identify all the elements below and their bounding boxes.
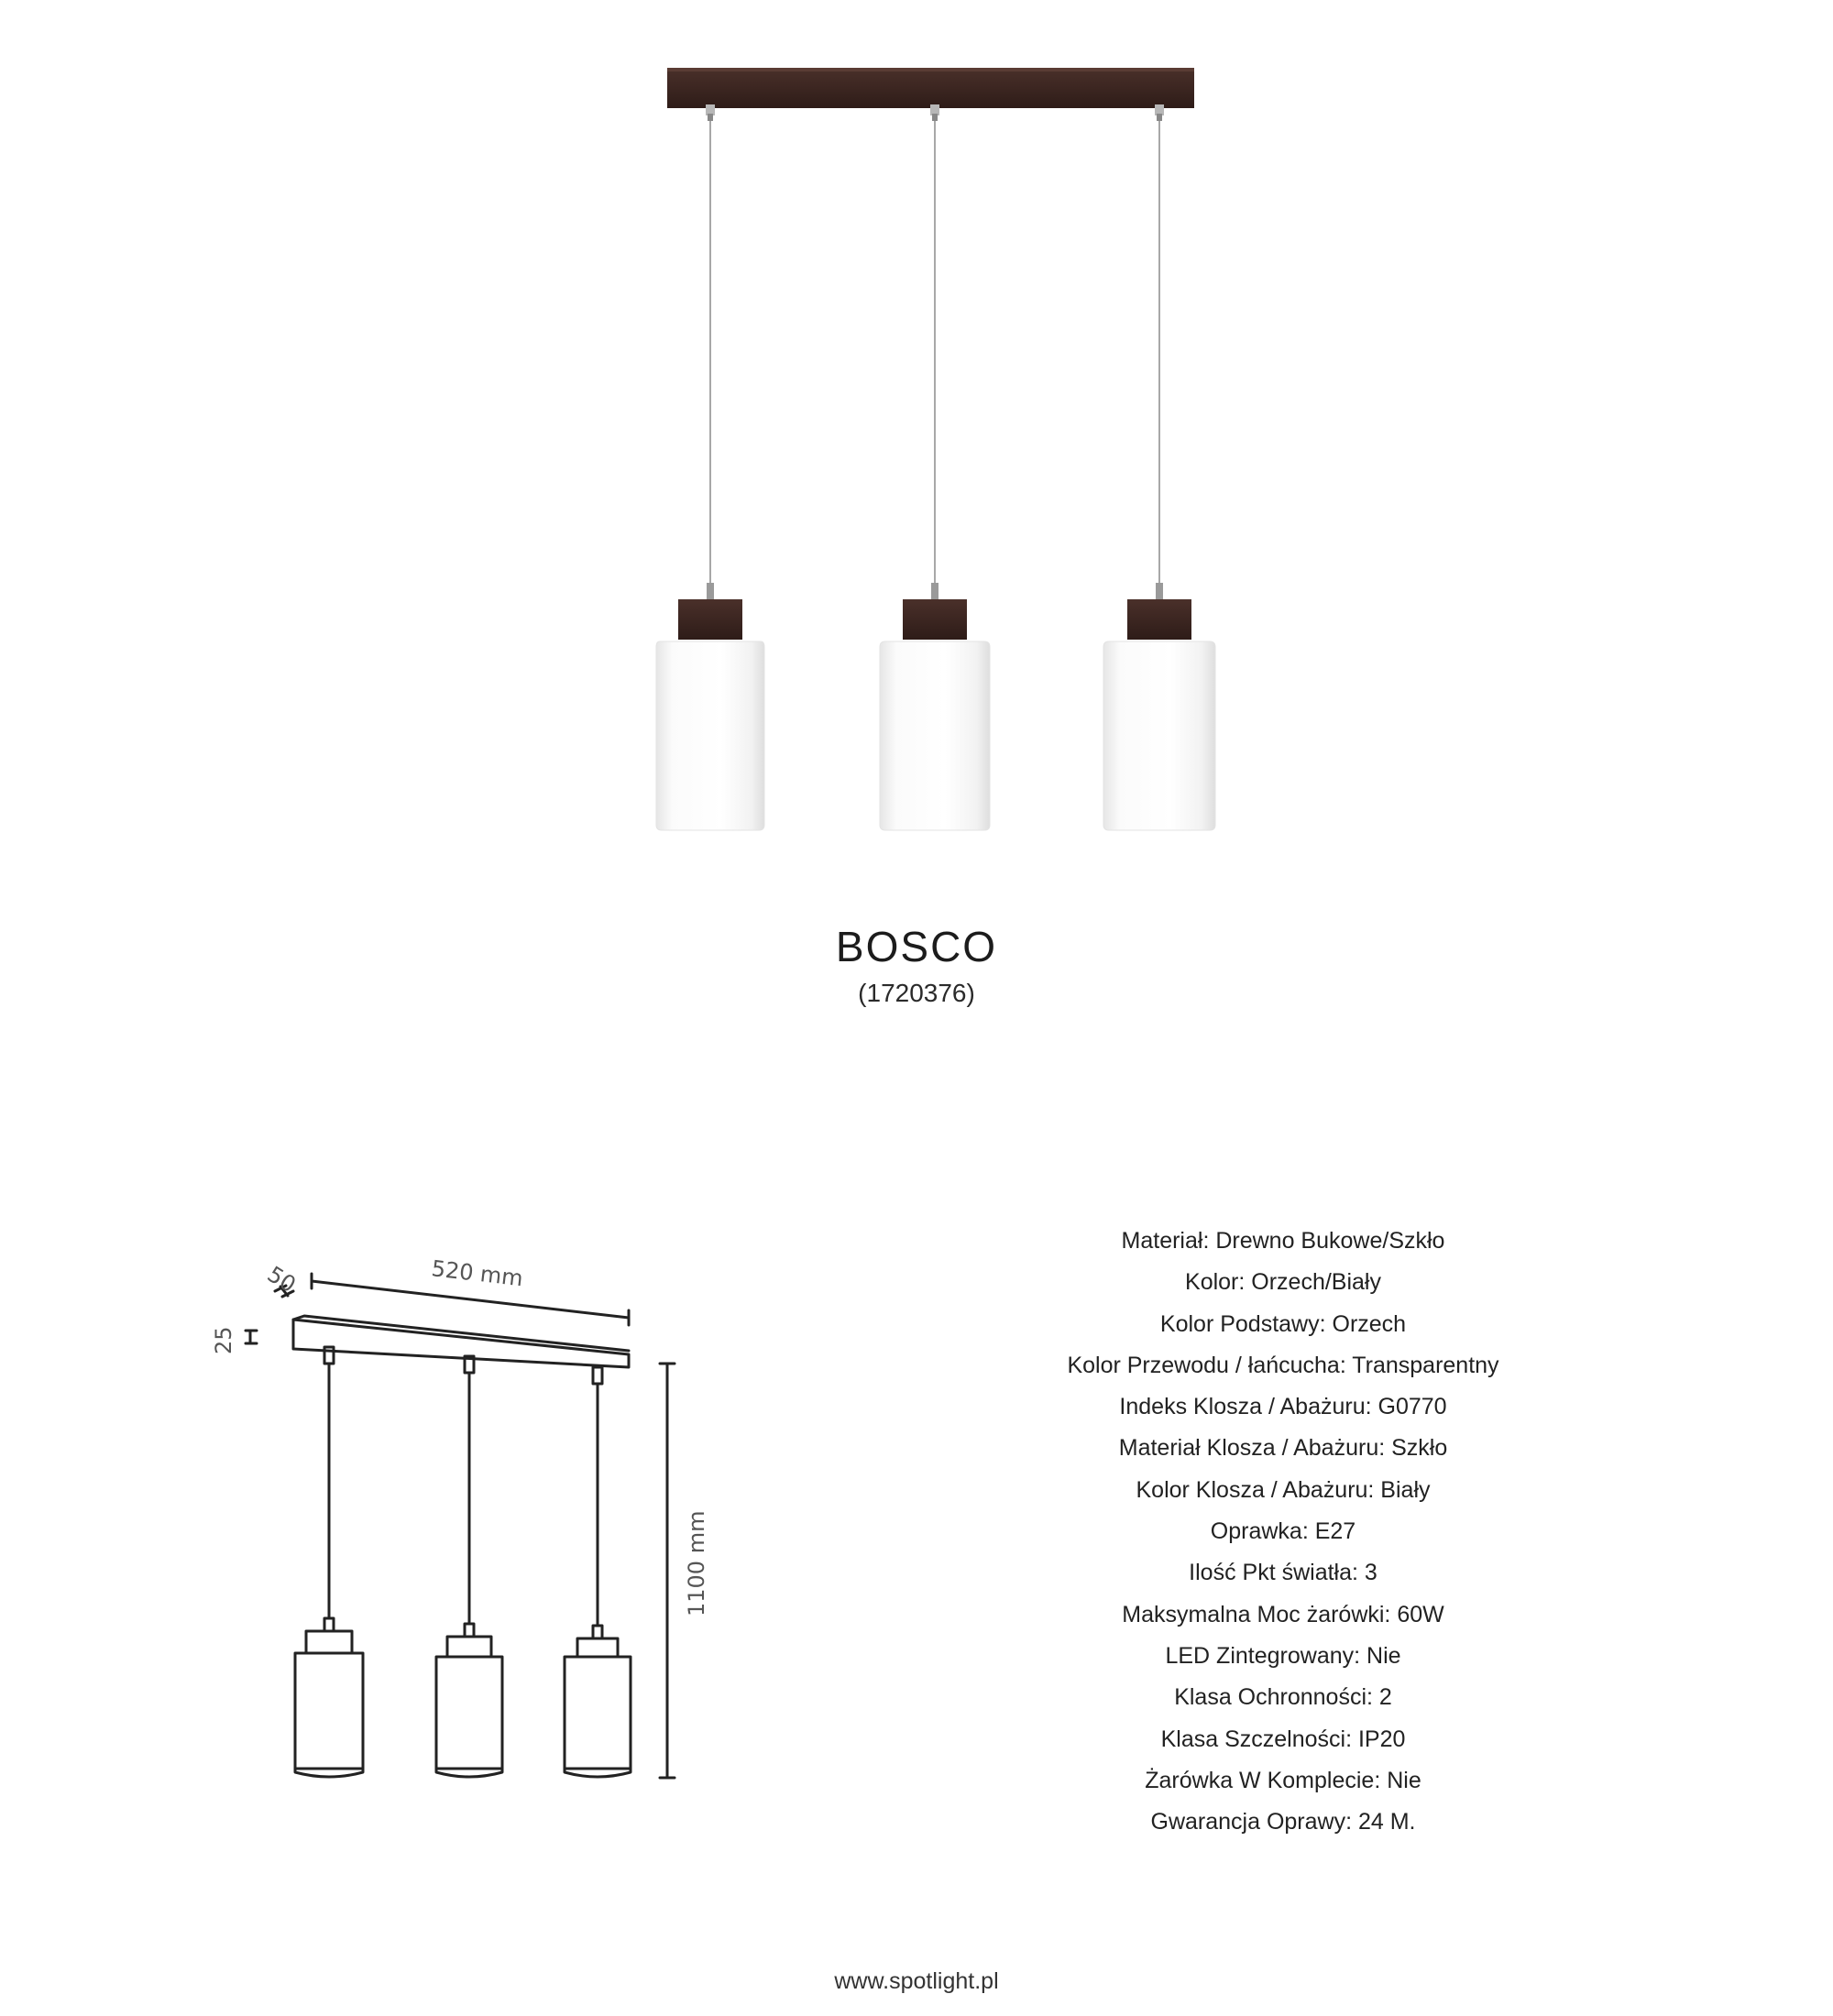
drawing-ceiling-bar — [293, 1316, 629, 1367]
total-height-label: 1100 mm — [684, 1510, 709, 1616]
product-code: (1720376) — [858, 979, 975, 1007]
product-title-block — [0, 923, 1833, 1007]
depth-label: 50 — [262, 1261, 301, 1298]
pendant-center — [880, 104, 990, 830]
spec-item: Ilość Pkt światła: 3 — [1189, 1560, 1377, 1586]
height-label: 25 — [211, 1326, 236, 1354]
spec-item: Żarówka W Komplecie: Nie — [1145, 1767, 1421, 1793]
drawing-pendant-right — [565, 1367, 631, 1777]
website-link[interactable]: www.spotlight.pl — [834, 1968, 999, 1994]
spec-item: Materiał: Drewno Bukowe/Szkło — [1121, 1228, 1445, 1254]
spec-item: Materiał Klosza / Abażuru: Szkło — [1118, 1435, 1448, 1462]
spec-item: Indeks Klosza / Abażuru: G0770 — [1119, 1394, 1447, 1420]
spec-item: Kolor Podstawy: Orzech — [1159, 1310, 1407, 1337]
drawing-pendant-center — [436, 1356, 502, 1777]
height-dimension-marker — [246, 1331, 257, 1343]
ceiling-bar — [667, 68, 1194, 108]
width-label: 520 mm — [430, 1255, 525, 1292]
pendant-right — [1103, 104, 1215, 830]
spec-item: Kolor: Orzech/Biały — [1185, 1269, 1381, 1296]
spec-item: Oprawka: E27 — [1210, 1518, 1356, 1545]
product-name: BOSCO — [835, 923, 998, 970]
spec-item: Kolor Przewodu / łańcucha: Transparentny — [1067, 1352, 1499, 1378]
spec-list — [1008, 1221, 1558, 1843]
spec-item: Klasa Szczelności: IP20 — [1160, 1726, 1406, 1752]
spec-item: Gwarancja Oprawy: 24 M. — [1150, 1809, 1416, 1835]
spec-item: Maksymalna Moc żarówki: 60W — [1122, 1601, 1444, 1627]
spec-item: Klasa Ochronności: 2 — [1174, 1684, 1392, 1711]
product-photo — [0, 0, 1833, 916]
spec-item: LED Zintegrowany: Nie — [1165, 1642, 1401, 1669]
total-height-dimension-line — [660, 1364, 675, 1778]
drawing-pendant-left — [295, 1347, 363, 1777]
pendant-left — [656, 104, 764, 830]
spec-item: Kolor Klosza / Abażuru: Biały — [1136, 1476, 1431, 1503]
dimension-drawing — [183, 1228, 752, 1814]
